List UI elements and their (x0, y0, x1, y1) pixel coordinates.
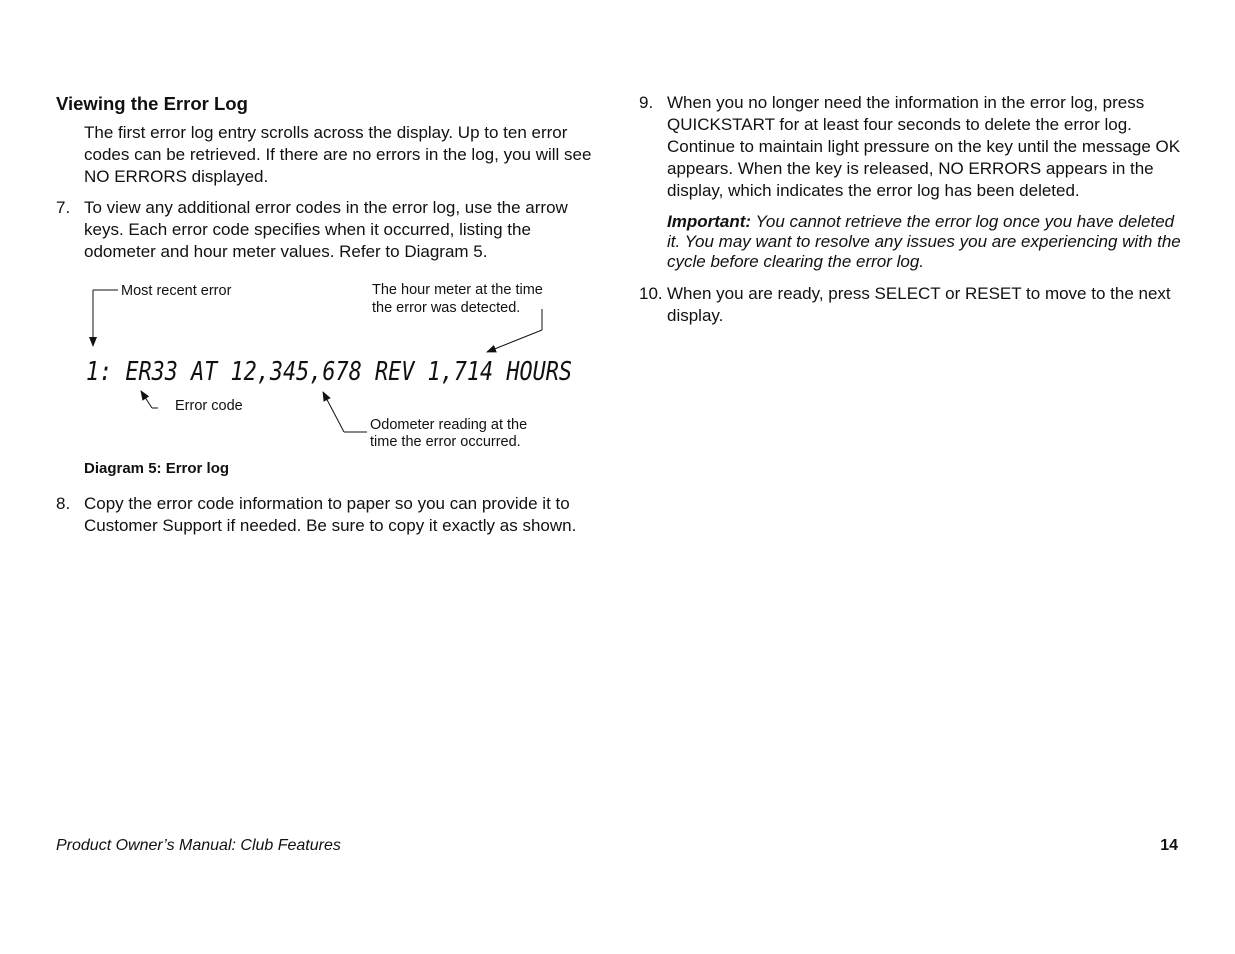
label-most-recent: Most recent error (121, 283, 232, 299)
section-heading: Viewing the Error Log (56, 93, 248, 114)
step-10-number: 10. (639, 284, 663, 303)
step-8-text: Copy the error code information to paper so you can provide it to Customer Support if needed. Be sure to copy it exactly as shown. (84, 494, 577, 535)
step-9-text: When you no longer need the information in the error log, press QUICKSTART for at least four seconds to delete the error log. Continue to maintain light pressure on the key until the message OK appears. When the key is released, NO ERRORS appears in the display, which indicates the error log has been deleted. (667, 93, 1181, 200)
important-label: Important: (667, 212, 752, 231)
footer-title: Product Owner’s Manual: Club Features (56, 837, 341, 854)
label-odo-line-2: time the error occurred. (370, 434, 521, 450)
important-text: You cannot retrieve the error log once you have deleted it. You may want to resolve any issues you are experiencing with the cycle before clearing the error log. (667, 212, 1181, 271)
step-9-number: 9. (639, 93, 654, 112)
lcd-display-text: 1: ER33 AT 12,345,678 REV 1,714 HOURS (86, 357, 572, 387)
diagram-caption: Diagram 5: Error log (84, 460, 230, 477)
label-error-code: Error code (175, 398, 243, 414)
intro-paragraph: The first error log entry scrolls across the display. Up to ten error codes can be retrieved. If there are no errors in the log, you will see NO ERRORS displayed. (84, 123, 592, 186)
code-arrow (141, 391, 152, 408)
error-log-diagram (80, 272, 590, 454)
step-7-text: To view any additional error codes in the error log, use the arrow keys. Each error code specifies when it occurred, listing the odometer and hour meter values. Refer to Diagram 5. (84, 198, 568, 261)
important-note (667, 212, 1182, 272)
step-7-number: 7. (56, 198, 71, 217)
label-odo-line-1: Odometer reading at the (370, 417, 528, 433)
label-hour-line-1: The hour meter at the time (372, 282, 543, 298)
step-10-text: When you are ready, press SELECT or RESET to move to the next display. (667, 284, 1171, 325)
step-8-number: 8. (56, 494, 71, 513)
page-number: 14 (1160, 837, 1178, 854)
label-hour-line-2: the error was detected. (372, 300, 521, 316)
hour-arrow (487, 330, 542, 352)
odo-arrow (323, 392, 344, 432)
